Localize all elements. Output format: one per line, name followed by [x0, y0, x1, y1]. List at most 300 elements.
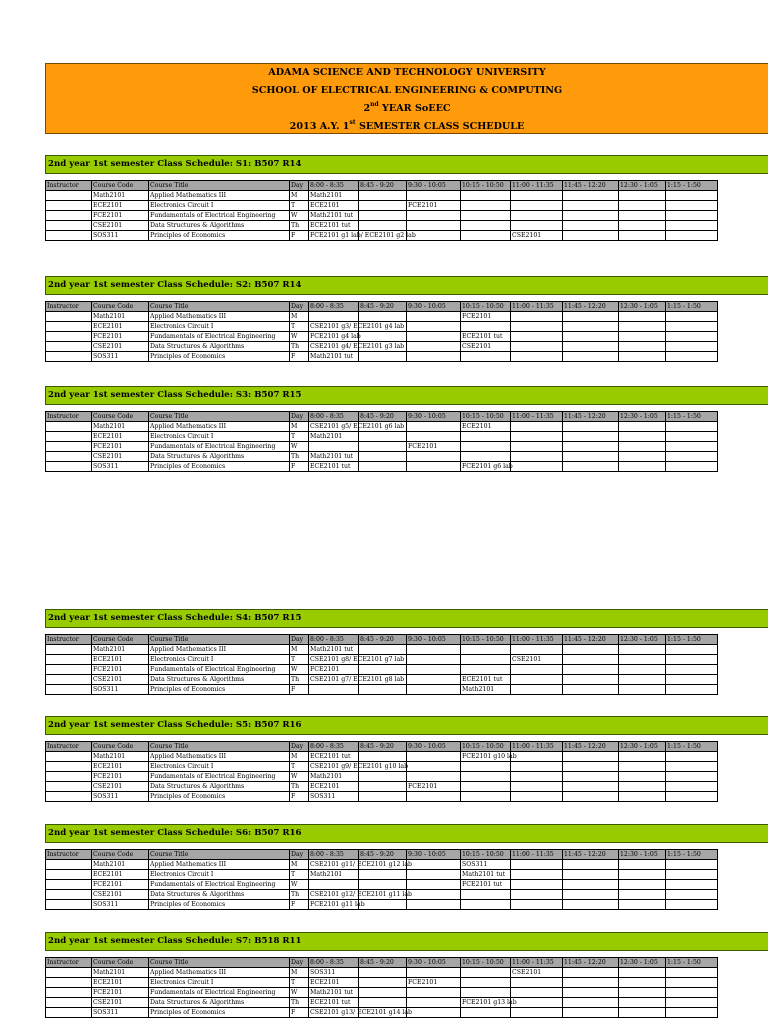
- column-header: 9:30 - 10:05: [407, 742, 461, 752]
- schedule-title: 2nd year 1st semester Class Schedule: S4: B507 R15: [45, 609, 768, 628]
- cell-timeslot: [359, 782, 407, 792]
- cell-timeslot: [407, 422, 461, 432]
- cell-timeslot: [511, 665, 563, 675]
- timeslot-label: Math2101 tut: [310, 646, 354, 653]
- cell-timeslot: [359, 665, 407, 675]
- cell-timeslot: [511, 988, 563, 998]
- cell-timeslot: [666, 792, 718, 802]
- cell-timeslot: [511, 231, 563, 241]
- cell-day: M: [290, 422, 309, 432]
- table-row: [46, 322, 718, 332]
- column-header: 10:15 - 10:50: [461, 302, 511, 312]
- cell-code: FCE2101: [92, 665, 149, 675]
- cell-instructor: [46, 998, 92, 1008]
- cell-timeslot: [563, 978, 619, 988]
- cell-day: F: [290, 231, 309, 241]
- column-header: 11:00 - 11:35: [511, 412, 563, 422]
- column-header: 8:00 - 8:35: [309, 850, 359, 860]
- column-header: 8:45 - 9:20: [359, 302, 407, 312]
- cell-day: Th: [290, 890, 309, 900]
- cell-timeslot: [407, 322, 461, 332]
- cell-code: CSE2101: [92, 998, 149, 1008]
- column-header: Day: [290, 850, 309, 860]
- cell-day: Th: [290, 675, 309, 685]
- cell-timeslot: [511, 880, 563, 890]
- cell-timeslot: [619, 890, 666, 900]
- cell-code: ECE2101: [92, 432, 149, 442]
- cell-timeslot: [309, 201, 359, 211]
- cell-course: Electronics Circuit I: [149, 978, 290, 988]
- cell-day: M: [290, 860, 309, 870]
- cell-timeslot: [563, 452, 619, 462]
- timeslot-label: FCE2101 g11 lab: [310, 901, 365, 908]
- cell-instructor: [46, 312, 92, 322]
- cell-course: Principles of Economics: [149, 900, 290, 910]
- cell-timeslot: [407, 342, 461, 352]
- cell-timeslot: [309, 880, 359, 890]
- cell-code: FCE2101: [92, 988, 149, 998]
- column-header: 11:45 - 12:20: [563, 850, 619, 860]
- column-header: 9:30 - 10:05: [407, 958, 461, 968]
- column-header: Instructor: [46, 635, 92, 645]
- timeslot-label: Math2101 tut: [310, 989, 354, 996]
- cell-timeslot: [407, 332, 461, 342]
- table-row: [46, 191, 718, 201]
- cell-day: M: [290, 752, 309, 762]
- cell-course: Applied Mathematics III: [149, 645, 290, 655]
- cell-timeslot: [309, 655, 405, 665]
- cell-timeslot: [359, 752, 407, 762]
- cell-timeslot: [619, 772, 666, 782]
- cell-timeslot: [309, 685, 359, 695]
- cell-timeslot: [666, 342, 718, 352]
- table-row: [46, 231, 718, 241]
- cell-timeslot: [563, 352, 619, 362]
- cell-timeslot: [666, 211, 718, 221]
- cell-timeslot: [619, 452, 666, 462]
- cell-timeslot: [563, 782, 619, 792]
- cell-timeslot: [359, 772, 407, 782]
- cell-instructor: [46, 685, 92, 695]
- cell-timeslot: [666, 665, 718, 675]
- cell-timeslot: [359, 685, 407, 695]
- cell-day: F: [290, 900, 309, 910]
- cell-timeslot: [511, 211, 563, 221]
- cell-day: T: [290, 201, 309, 211]
- timeslot-label: ECE2101 tut: [310, 463, 351, 470]
- cell-timeslot: [511, 1008, 563, 1018]
- cell-timeslot: [511, 900, 563, 910]
- schedule-title: 2nd year 1st semester Class Schedule: S7: B518 R11: [45, 932, 768, 951]
- table-header-row: [46, 958, 718, 968]
- timeslot-label: ECE2101: [310, 202, 340, 209]
- cell-timeslot: [563, 201, 619, 211]
- cell-timeslot: [563, 322, 619, 332]
- cell-timeslot: [619, 332, 666, 342]
- cell-timeslot: [461, 900, 511, 910]
- cell-timeslot: [309, 665, 359, 675]
- cell-timeslot: [563, 211, 619, 221]
- schedule-table: [45, 634, 718, 695]
- cell-timeslot: [359, 880, 407, 890]
- cell-instructor: [46, 870, 92, 880]
- cell-code: FCE2101: [92, 772, 149, 782]
- cell-day: T: [290, 870, 309, 880]
- column-header: Instructor: [46, 412, 92, 422]
- cell-timeslot: [309, 352, 359, 362]
- cell-timeslot: [666, 221, 718, 231]
- cell-timeslot: [511, 322, 563, 332]
- table-row: [46, 752, 718, 762]
- cell-course: Principles of Economics: [149, 352, 290, 362]
- cell-timeslot: [666, 900, 718, 910]
- cell-course: Fundamentals of Electrical Engineering: [149, 988, 290, 998]
- cell-timeslot: [666, 332, 718, 342]
- cell-timeslot: [309, 762, 409, 772]
- timeslot-label: Math2101: [310, 871, 343, 878]
- cell-timeslot: [359, 221, 407, 231]
- cell-timeslot: [563, 860, 619, 870]
- column-header: Course Title: [149, 742, 290, 752]
- cell-timeslot: [563, 900, 619, 910]
- column-header: 8:45 - 9:20: [359, 412, 407, 422]
- cell-timeslot: [666, 988, 718, 998]
- cell-code: ECE2101: [92, 322, 149, 332]
- cell-timeslot: [309, 792, 359, 802]
- cell-timeslot: [359, 191, 407, 201]
- cell-instructor: [46, 332, 92, 342]
- column-header: 8:00 - 8:35: [309, 302, 359, 312]
- cell-code: Math2101: [92, 191, 149, 201]
- cell-timeslot: [407, 998, 461, 1008]
- cell-instructor: [46, 655, 92, 665]
- cell-instructor: [46, 880, 92, 890]
- schedule-block: [45, 716, 768, 802]
- cell-day: W: [290, 665, 309, 675]
- column-header: 1:15 - 1:50: [666, 302, 718, 312]
- table-row: [46, 968, 718, 978]
- cell-instructor: [46, 782, 92, 792]
- table-row: [46, 312, 718, 322]
- timeslot-label: Math2101: [310, 433, 343, 440]
- timeslot-label: FCE2101 g1 lab/ ECE2101 g2 lab: [310, 232, 416, 239]
- cell-timeslot: [309, 231, 416, 241]
- cell-timeslot: [407, 675, 461, 685]
- timeslot-label: CSE2101 g8/ ECE2101 g7 lab: [310, 656, 405, 663]
- cell-timeslot: [666, 880, 718, 890]
- cell-timeslot: [407, 870, 461, 880]
- cell-timeslot: [666, 201, 718, 211]
- cell-course: Principles of Economics: [149, 685, 290, 695]
- cell-day: F: [290, 792, 309, 802]
- table-header-row: [46, 635, 718, 645]
- timeslot-label: FCE2101 g4 lab: [310, 333, 361, 340]
- timeslot-label: ECE2101 tut: [310, 753, 351, 760]
- timeslot-label: SOS311: [462, 861, 488, 868]
- column-header: 10:15 - 10:50: [461, 181, 511, 191]
- cell-timeslot: [563, 221, 619, 231]
- page-header-banner: [45, 63, 768, 134]
- cell-timeslot: [359, 900, 407, 910]
- table-row: [46, 762, 718, 772]
- cell-course: Electronics Circuit I: [149, 201, 290, 211]
- cell-timeslot: [309, 782, 359, 792]
- cell-timeslot: [666, 655, 718, 665]
- cell-instructor: [46, 452, 92, 462]
- cell-timeslot: [511, 432, 563, 442]
- cell-timeslot: [407, 352, 461, 362]
- timeslot-label: CSE2101 g12/ ECE2101 g11 lab: [310, 891, 413, 898]
- table-header-row: [46, 850, 718, 860]
- cell-timeslot: [511, 422, 563, 432]
- column-header: Course Title: [149, 958, 290, 968]
- timeslot-label: CSE2101 g4/ ECE2101 g3 lab: [310, 343, 405, 350]
- timeslot-label: ECE2101 tut: [310, 222, 351, 229]
- timeslot-label: FCE2101 tut: [462, 881, 503, 888]
- cell-timeslot: [407, 752, 461, 762]
- cell-timeslot: [461, 762, 511, 772]
- cell-timeslot: [309, 978, 359, 988]
- cell-timeslot: [359, 968, 407, 978]
- column-header: 8:00 - 8:35: [309, 958, 359, 968]
- cell-course: Electronics Circuit I: [149, 432, 290, 442]
- cell-timeslot: [461, 665, 511, 675]
- cell-timeslot: [461, 1008, 511, 1018]
- cell-timeslot: [461, 452, 511, 462]
- cell-timeslot: [619, 211, 666, 221]
- column-header: 12:30 - 1:05: [619, 850, 666, 860]
- timeslot-label: Math2101 tut: [310, 353, 354, 360]
- cell-timeslot: [511, 312, 563, 322]
- timeslot-label: ECE2101 tut: [462, 676, 503, 683]
- cell-day: F: [290, 685, 309, 695]
- cell-day: W: [290, 988, 309, 998]
- cell-course: Electronics Circuit I: [149, 870, 290, 880]
- cell-course: Principles of Economics: [149, 792, 290, 802]
- column-header: 8:45 - 9:20: [359, 742, 407, 752]
- table-row: [46, 792, 718, 802]
- timeslot-label: CSE2101: [462, 343, 492, 350]
- cell-day: W: [290, 772, 309, 782]
- table-row: [46, 452, 718, 462]
- cell-day: F: [290, 352, 309, 362]
- table-row: [46, 900, 718, 910]
- cell-instructor: [46, 988, 92, 998]
- cell-timeslot: [309, 332, 359, 342]
- column-header: 11:45 - 12:20: [563, 958, 619, 968]
- column-header: 10:15 - 10:50: [461, 412, 511, 422]
- column-header: Instructor: [46, 850, 92, 860]
- cell-instructor: [46, 645, 92, 655]
- cell-timeslot: [461, 191, 511, 201]
- timeslot-label: FCE2101: [408, 202, 438, 209]
- cell-timeslot: [407, 1008, 461, 1018]
- cell-timeslot: [619, 645, 666, 655]
- column-header: 11:00 - 11:35: [511, 181, 563, 191]
- cell-code: CSE2101: [92, 221, 149, 231]
- cell-timeslot: [666, 191, 718, 201]
- cell-timeslot: [563, 968, 619, 978]
- cell-instructor: [46, 860, 92, 870]
- cell-timeslot: [309, 422, 405, 432]
- timeslot-label: ECE2101 tut: [462, 333, 503, 340]
- column-header: Instructor: [46, 302, 92, 312]
- column-header: Course Title: [149, 412, 290, 422]
- column-header: 1:15 - 1:50: [666, 635, 718, 645]
- cell-code: Math2101: [92, 422, 149, 432]
- cell-code: FCE2101: [92, 332, 149, 342]
- cell-instructor: [46, 201, 92, 211]
- cell-timeslot: [511, 860, 563, 870]
- cell-timeslot: [511, 675, 563, 685]
- cell-course: Electronics Circuit I: [149, 322, 290, 332]
- cell-timeslot: [563, 332, 619, 342]
- cell-timeslot: [407, 442, 461, 452]
- cell-timeslot: [619, 988, 666, 998]
- cell-timeslot: [359, 870, 407, 880]
- table-row: [46, 462, 718, 472]
- cell-timeslot: [511, 645, 563, 655]
- cell-instructor: [46, 231, 92, 241]
- timeslot-label: FCE2101 g10 lab: [462, 753, 517, 760]
- cell-course: Fundamentals of Electrical Engineering: [149, 880, 290, 890]
- school-name: SCHOOL OF ELECTRICAL ENGINEERING & COMPUTING: [251, 85, 563, 96]
- cell-timeslot: [666, 352, 718, 362]
- column-header: Day: [290, 742, 309, 752]
- cell-day: M: [290, 191, 309, 201]
- table-header-row: [46, 412, 718, 422]
- cell-course: Applied Mathematics III: [149, 312, 290, 322]
- cell-course: Applied Mathematics III: [149, 752, 290, 762]
- cell-course: Data Structures & Algorithms: [149, 890, 290, 900]
- cell-timeslot: [511, 201, 563, 211]
- cell-timeslot: [407, 968, 461, 978]
- timeslot-label: SOS311: [310, 793, 336, 800]
- schedule-table: [45, 849, 718, 910]
- cell-code: SOS311: [92, 685, 149, 695]
- cell-instructor: [46, 772, 92, 782]
- cell-timeslot: [359, 998, 407, 1008]
- column-header: 11:45 - 12:20: [563, 742, 619, 752]
- timeslot-label: ECE2101: [462, 423, 492, 430]
- cell-timeslot: [563, 890, 619, 900]
- cell-course: Data Structures & Algorithms: [149, 782, 290, 792]
- column-header: 1:15 - 1:50: [666, 412, 718, 422]
- cell-course: Fundamentals of Electrical Engineering: [149, 442, 290, 452]
- table-row: [46, 645, 718, 655]
- cell-timeslot: [666, 322, 718, 332]
- cell-timeslot: [359, 645, 407, 655]
- cell-timeslot: [563, 1008, 619, 1018]
- cell-timeslot: [309, 312, 359, 322]
- timeslot-label: Math2101 tut: [310, 453, 354, 460]
- timeslot-label: CSE2101 g3/ ECE2101 g4 lab: [310, 323, 405, 330]
- cell-timeslot: [461, 312, 511, 322]
- timeslot-label: FCE2101: [408, 783, 438, 790]
- cell-timeslot: [619, 762, 666, 772]
- cell-timeslot: [511, 870, 563, 880]
- cell-code: CSE2101: [92, 342, 149, 352]
- cell-day: W: [290, 332, 309, 342]
- cell-timeslot: [309, 452, 359, 462]
- cell-course: Data Structures & Algorithms: [149, 452, 290, 462]
- cell-timeslot: [666, 762, 718, 772]
- column-header: 8:45 - 9:20: [359, 850, 407, 860]
- table-row: [46, 772, 718, 782]
- cell-timeslot: [309, 1008, 413, 1018]
- cell-day: Th: [290, 782, 309, 792]
- cell-day: W: [290, 880, 309, 890]
- cell-day: T: [290, 762, 309, 772]
- timeslot-label: CSE2101 g11/ ECE2101 g12 lab: [310, 861, 413, 868]
- timeslot-label: Math2101 tut: [462, 871, 506, 878]
- cell-timeslot: [407, 860, 461, 870]
- cell-timeslot: [666, 752, 718, 762]
- cell-timeslot: [407, 191, 461, 201]
- cell-timeslot: [666, 772, 718, 782]
- cell-day: T: [290, 432, 309, 442]
- table-row: [46, 988, 718, 998]
- column-header: 12:30 - 1:05: [619, 412, 666, 422]
- cell-code: Math2101: [92, 860, 149, 870]
- cell-day: M: [290, 312, 309, 322]
- cell-timeslot: [666, 312, 718, 322]
- column-header: 11:45 - 12:20: [563, 635, 619, 645]
- cell-timeslot: [461, 870, 511, 880]
- column-header: Course Code: [92, 302, 149, 312]
- cell-timeslot: [461, 462, 511, 472]
- cell-code: SOS311: [92, 1008, 149, 1018]
- cell-timeslot: [461, 211, 511, 221]
- cell-timeslot: [461, 782, 511, 792]
- cell-timeslot: [461, 332, 511, 342]
- cell-timeslot: [461, 860, 511, 870]
- timeslot-label: Math2101 tut: [310, 212, 354, 219]
- timeslot-label: CSE2101 g13/ ECE2101 g14 lab: [310, 1009, 413, 1016]
- cell-timeslot: [511, 221, 563, 231]
- cell-timeslot: [461, 978, 511, 988]
- cell-timeslot: [511, 968, 563, 978]
- column-header: 1:15 - 1:50: [666, 958, 718, 968]
- column-header: 12:30 - 1:05: [619, 181, 666, 191]
- cell-timeslot: [407, 655, 461, 665]
- column-header: 8:45 - 9:20: [359, 181, 407, 191]
- column-header: 8:00 - 8:35: [309, 742, 359, 752]
- timeslot-label: ECE2101: [310, 979, 340, 986]
- cell-code: Math2101: [92, 968, 149, 978]
- cell-timeslot: [407, 762, 461, 772]
- cell-timeslot: [666, 231, 718, 241]
- cell-instructor: [46, 752, 92, 762]
- cell-course: Applied Mathematics III: [149, 191, 290, 201]
- cell-timeslot: [563, 422, 619, 432]
- cell-timeslot: [407, 462, 461, 472]
- cell-timeslot: [511, 752, 563, 762]
- cell-timeslot: [563, 312, 619, 322]
- table-row: [46, 201, 718, 211]
- cell-timeslot: [511, 352, 563, 362]
- cell-timeslot: [359, 988, 407, 998]
- cell-timeslot: [309, 462, 359, 472]
- cell-timeslot: [619, 860, 666, 870]
- cell-timeslot: [359, 211, 407, 221]
- cell-day: M: [290, 968, 309, 978]
- table-row: [46, 870, 718, 880]
- cell-code: FCE2101: [92, 442, 149, 452]
- cell-timeslot: [461, 998, 517, 1008]
- cell-code: SOS311: [92, 792, 149, 802]
- cell-code: SOS311: [92, 900, 149, 910]
